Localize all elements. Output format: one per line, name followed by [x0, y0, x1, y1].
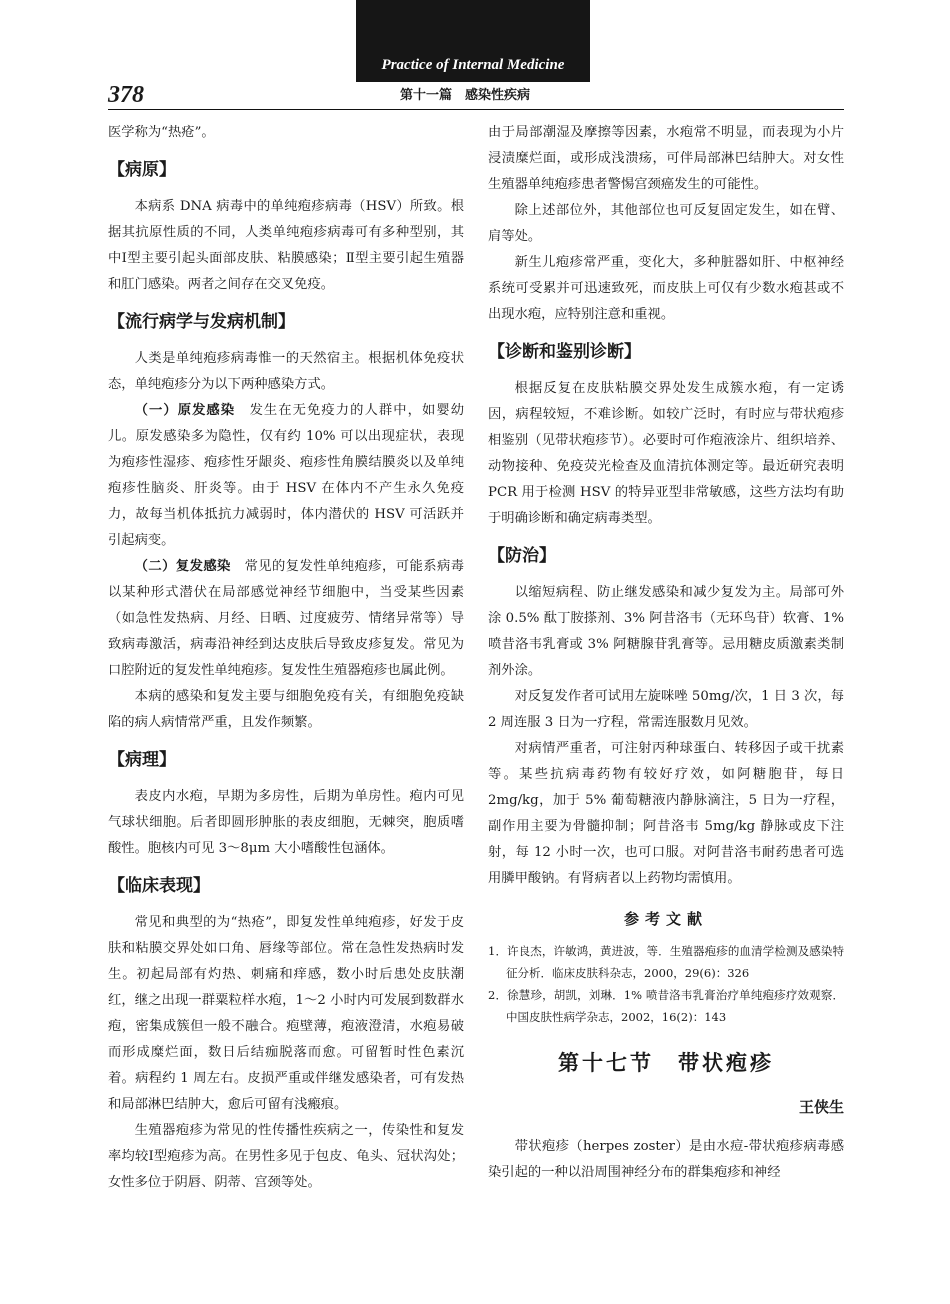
right-column	[488, 120, 844, 1186]
section-heading-clinical: 【临床表现】	[108, 876, 210, 896]
subheading-recurrent: （二）复发感染	[134, 559, 231, 574]
paragraph: 对反复发作者可试用左旋咪唑 50mg/次，1 日 3 次，每 2 周连服 3 日为一疗程，常需连服数月见效。	[488, 689, 844, 730]
page-number: 378	[108, 82, 144, 108]
paragraph: 对病情严重者，可注射丙种球蛋白、转移因子或干扰素等。某些抗病毒药物有较好疗效，如阿糖胞苷，每日 2mg/kg，加于 5% 葡萄糖液内静脉滴注，5 日为一疗程，副作用主要为骨髓抑制；阿昔洛韦 5mg/kg 静脉或皮下注射，每 12 小时一次，也可口服。对阿昔洛韦耐药患者可选用膦甲酸钠。有肾病者以上药物均需慎用。	[488, 741, 844, 886]
paragraph: 本病的感染和复发主要与细胞免疫有关，有细胞免疫缺陷的病人病情常严重，且发作频繁。	[108, 689, 464, 730]
chapter-title: 第十一篇 感染性疾病	[400, 88, 531, 103]
section-title-herpes-zoster: 第十七节 带状疱疹	[558, 1051, 774, 1075]
paragraph: 根据反复在皮肤粘膜交界处发生成簇水疱，有一定诱因，病程较短，不难诊断。如较广泛时，有时应与带状疱疹相鉴别（见带状疱疹节）。必要时可作疱液涂片、组织培养、动物接种、免疫荧光检查及血清抗体测定等。最近研究表明 PCR 用于检测 HSV 的特异亚型非常敏感，这些方法均有助于明确诊断和确定病毒类型。	[488, 381, 844, 526]
author-name: 王侠生	[798, 1098, 844, 1116]
section-heading-pathology: 【病理】	[108, 750, 176, 770]
subheading-primary: （一）原发感染	[134, 403, 236, 418]
section-heading-epidemiology: 【流行病学与发病机制】	[108, 312, 295, 332]
paragraph-primary-infection	[108, 398, 464, 554]
references-heading: 参考文献	[623, 910, 708, 928]
paragraph: 由于局部潮湿及摩擦等因素，水疱常不明显，而表现为小片浸渍糜烂面，或形成浅溃疡，可伴局部淋巴结肿大。对女性生殖器单纯疱疹患者警惕宫颈癌发生的可能性。	[488, 125, 844, 192]
paragraph: 新生儿疱疹常严重，变化大，多种脏器如肝、中枢神经系统可受累并可迅速致死，而皮肤上可仅有少数水疱甚或不出现水疱，应特别注意和重视。	[488, 255, 844, 322]
reference-list	[488, 940, 844, 1028]
paragraph: 生殖器疱疹为常见的性传播性疾病之一，传染性和复发率均较Ⅰ型疱疹为高。在男性多见于包皮、龟头、冠状沟处；女性多位于阴唇、阴蒂、宫颈等处。	[108, 1123, 464, 1190]
paragraph: 以缩短病程、防止继发感染和减少复发为主。局部可外涂 0.5% 酞丁胺搽剂、3% 阿昔洛韦（无环鸟苷）软膏、1% 喷昔洛韦乳膏或 3% 阿糖腺苷乳膏等。忌用糖皮质激素类制剂外涂。	[488, 585, 844, 678]
paragraph: 带状疱疹（herpes zoster）是由水痘-带状疱疹病毒感染引起的一种以沿周围神经分布的群集疱疹和神经	[488, 1139, 844, 1180]
reference-item: 2．徐慧珍，胡凯，刘琳．1% 喷昔洛韦乳膏治疗单纯疱疹疗效观察．中国皮肤性病学杂志，2002，16(2)：143	[488, 988, 844, 1024]
paragraph: 人类是单纯疱疹病毒惟一的天然宿主。根据机体免疫状态，单纯疱疹分为以下两种感染方式。	[108, 351, 464, 392]
section-heading-treatment: 【防治】	[488, 546, 556, 566]
section-heading-pathogen: 【病原】	[108, 160, 176, 180]
header-rule	[108, 109, 844, 110]
left-column	[108, 120, 464, 1196]
paragraph-text: 发生在无免疫力的人群中，如婴幼儿。原发感染多为隐性，仅有约 10% 可以出现症状，表现为疱疹性湿疹、疱疹性牙龈炎、疱疹性角膜结膜炎以及单纯疱疹性脑炎、肝炎等。由于 HSV 在体内不产生永久免疫力，故每当机体抵抗力减弱时，体内潜伏的 HSV 可活跃并引起病变。	[108, 403, 465, 548]
paragraph: 除上述部位外，其他部位也可反复固定发生，如在臂、肩等处。	[488, 203, 844, 244]
paragraph-text: 常见的复发性单纯疱疹，可能系病毒以某种形式潜伏在局部感觉神经节细胞中，当受某些因素（如急性发热病、月经、日晒、过度疲劳、情绪异常等）导致病毒激活，病毒沿神经到达皮肤后导致皮疹复发。常见为口腔附近的复发性单纯疱疹。复发性生殖器疱疹也属此例。	[108, 559, 465, 678]
section-heading-diagnosis: 【诊断和鉴别诊断】	[488, 342, 641, 362]
paragraph: 表皮内水疱，早期为多房性，后期为单房性。疱内可见气球状细胞。后者即圆形肿胀的表皮细胞，无棘突，胞质嗜酸性。胞核内可见 3～8μm 大小嗜酸性包涵体。	[108, 789, 464, 856]
paragraph: 医学称为“热疮”。	[108, 125, 215, 140]
paragraph-recurrent-infection	[108, 554, 464, 684]
paragraph: 常见和典型的为“热疮”，即复发性单纯疱疹，好发于皮肤和粘膜交界处如口角、唇缘等部位。常在急性发热病时发生。初起局部有灼热、刺痛和痒感，数小时后患处皮肤潮红，继之出现一群粟粒样水疱，1～2 小时内可发展到数群水疱，密集成簇但一般不融合。疱壁薄，疱液澄清，水疱易破而形成糜烂面，数日后结痂脱落而愈。可留暂时性色素沉着。病程约 1 周左右。皮损严重或伴继发感染者，可有发热和局部淋巴结肿大，愈后可留有浅瘢痕。	[108, 915, 464, 1112]
journal-banner	[356, 0, 590, 82]
journal-title: Practice of Internal Medicine	[381, 57, 565, 73]
paragraph: 本病系 DNA 病毒中的单纯疱疹病毒（HSV）所致。根据其抗原性质的不同，人类单纯疱疹病毒可有多种型别，其中Ⅰ型主要引起头面部皮肤、粘膜感染；Ⅱ型主要引起生殖器和肛门感染。两者之间存在交叉免疫。	[108, 199, 464, 292]
reference-item: 1．许良杰，许敏鸿，黄进波，等．生殖器疱疹的血清学检测及感染特征分析．临床皮肤科杂志，2000，29(6)：326	[488, 944, 844, 980]
